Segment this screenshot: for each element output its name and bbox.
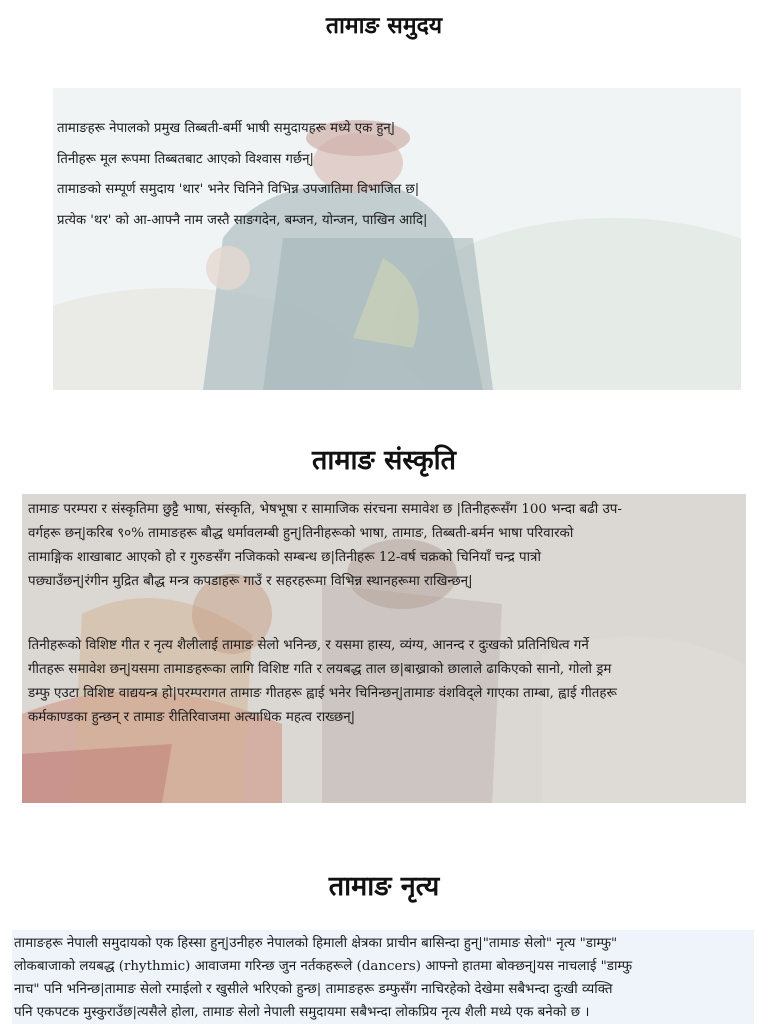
text-line: वर्गहरू छन्|करिब ९०% तामाङहरू बौद्ध धर्मावलम्बी हुन्|तिनीहरूको भाषा, तामाङ, तिब्बती-बर्मन भाषा परिवारको (28, 526, 574, 541)
text-line: तामाङहरू नेपालको प्रमुख तिब्बती-बर्मी भाषी समुदायहरू मध्ये एक हुन्| (57, 121, 396, 136)
section-title-culture: तामाङ संस्कृति (312, 445, 456, 476)
text-line: गीतहरू समावेश छन्|यसमा तामाङहरूका लागि विशिष्ट गति र लयबद्ध ताल छ|बाख्राको छालाले ढाकिएको सानो, गोलो ड्रम (28, 662, 612, 677)
text-line: तामाङ परम्परा र संस्कृतिमा छुट्टै भाषा, संस्कृति, भेषभूषा र सामाजिक संरचना समावेश छ |तिनीहरूसँग 100 भन्दा बढी उप- (28, 502, 622, 517)
community-text (57, 114, 727, 236)
text-line: नाच" पनि भनिन्छ|तामाङ सेलो रमाईलो र खुसीले भरिएको हुन्छ| तामाङहरू डम्फुसँग नाचिरहेको देखेमा सबैभन्दा दुःखी व्यक्ति (14, 982, 613, 997)
dance-text (14, 932, 754, 1024)
text-line: लोकबाजाको लयबद्ध (rhythmic) आवाजमा गरिन्छ जुन नर्तकहरूले (dancers) आफ्नो हातमा बोक्छन्|यस नाचलाई "डाम्फु (14, 959, 633, 974)
text-line: तामाङको सम्पूर्ण समुदाय 'थार' भनेर चिनिने विभिन्न उपजातिमा विभाजित छ| (57, 182, 420, 197)
text-line: पनि एकपटक मुस्कुराउँछ|त्यसैले होला, तामाङ सेलो नेपाली समुदायमा सबैभन्दा लोकप्रिय नृत्य शैली मध्ये एक बनेको छ । (14, 1005, 590, 1020)
community-panel (53, 88, 741, 390)
section-title-dance: तामाङ नृत्य (328, 871, 440, 902)
text-line: तिनीहरूको विशिष्ट गीत र नृत्य शैलीलाई तामाङ सेलो भनिन्छ, र यसमा हास्य, व्यंग्य, आनन्द र दुःखको प्रतिनिधित्व गर्ने (28, 638, 589, 653)
text-line: प्रत्येक 'थर' को आ-आफ्नै नाम जस्तै साङगदेन, बम्जन, योन्जन, पाखिन आदि| (57, 212, 428, 228)
culture-paragraph-2 (28, 634, 742, 730)
text-line: तिनीहरू मूल रूपमा तिब्बतबाट आएको विश्वास गर्छन्| (57, 151, 314, 167)
text-line: तामाङहरू नेपाली समुदायको एक हिस्सा हुन्|उनीहरु नेपालको हिमाली क्षेत्रका प्राचीन बासिन्दा हुन्|"तामाङ सेलो" नृत्य "डाम्फु" (14, 936, 618, 951)
text-line: कर्मकाण्डका हुन्छन् र तामाङ रीतिरिवाजमा अत्याधिक महत्व राख्छन्| (28, 710, 356, 725)
section-title-community: तामाङ समुदय (325, 13, 443, 39)
text-line: डम्फु एउटा विशिष्ट वाद्ययन्त्र हो|परम्परागत तामाङ गीतहरू ह्वाई भनेर चिनिन्छन्|तामाङ वंशविद्ले गाएका ताम्बा, ह्वाई गीतहरू (28, 686, 617, 701)
text-line: तामाङ्गिक शाखाबाट आएको हो र गुरुङसँग नजिकको सम्बन्ध छ|तिनीहरू 12-वर्ष चक्रको चिनियाँ चन्द्र पात्रो (28, 550, 541, 565)
text-line: पछ्याउँछन्|रंगीन मुद्रित बौद्ध मन्त्र कपडाहरू गाउँ र सहरहरूमा विभिन्न स्थानहरूमा राखिन्छन्| (28, 574, 473, 589)
culture-panel (22, 494, 746, 803)
culture-paragraph-1 (28, 498, 742, 594)
dance-panel (12, 930, 754, 1024)
